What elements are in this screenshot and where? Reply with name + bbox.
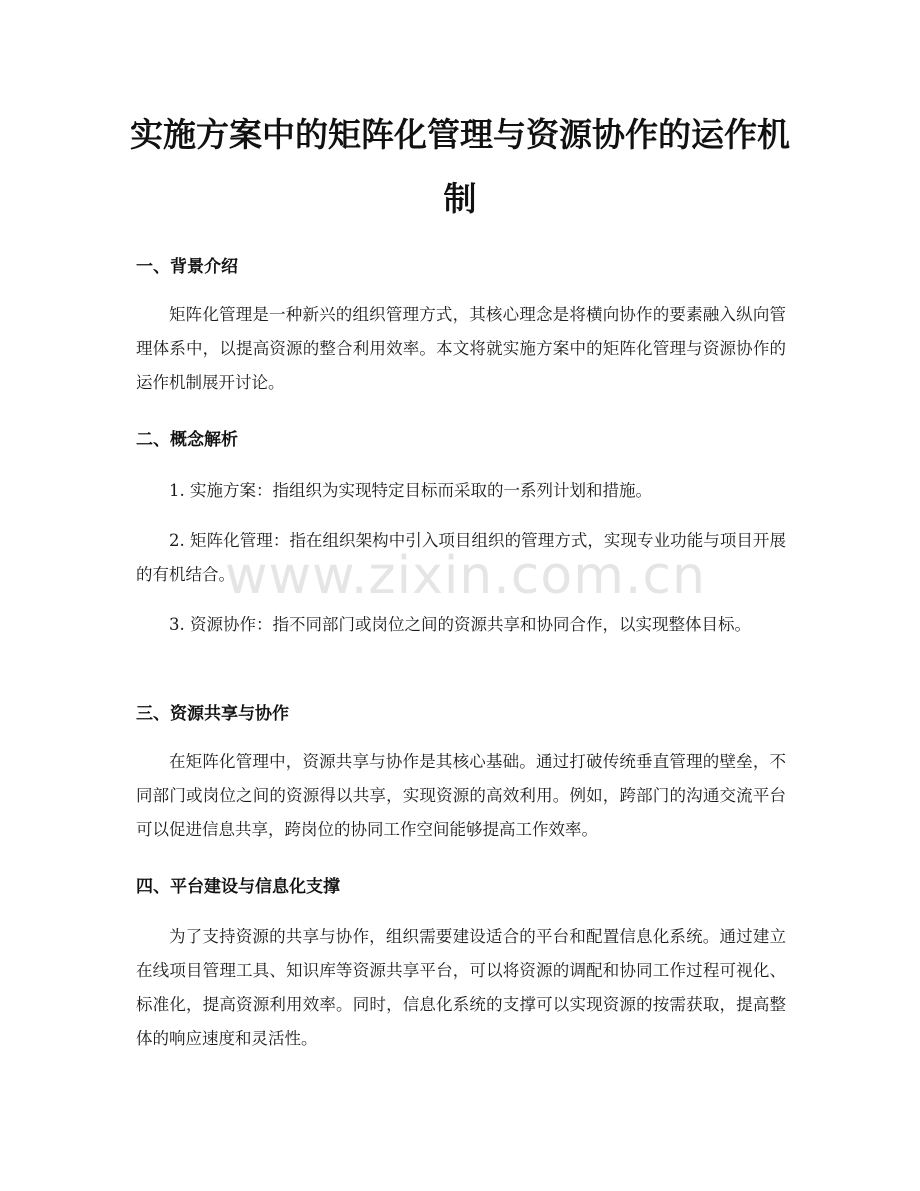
list-item-concept-3: 3. 资源协作：指不同部门或岗位之间的资源共享和协同合作，以实现整体目标。 xyxy=(169,615,751,634)
watermark: www.zixin.com.cn xyxy=(225,546,706,606)
paragraph-resource-sharing: 在矩阵化管理中，资源共享与协作是其核心基础。通过打破传统垂直管理的壁垒，不同部门或岗位之间的资源得以共享，实现资源的高效利用。例如，跨部门的沟通交流平台可以促进信息共享，跨岗位的协同工作空间能够提高工作效率。 xyxy=(136,752,786,839)
section-heading-platform: 四、平台建设与信息化支撑 xyxy=(136,877,340,897)
section-heading-concepts: 二、概念解析 xyxy=(136,430,238,450)
list-item-concept-2: 2. 矩阵化管理：指在组织架构中引入项目组织的管理方式，实现专业功能与项目开展的有机结合。 xyxy=(136,531,786,584)
document-title: 实施方案中的矩阵化管理与资源协作的运作机制 xyxy=(130,115,790,218)
paragraph-background: 矩阵化管理是一种新兴的组织管理方式，其核心理念是将横向协作的要素融入纵向管理体系中，以提高资源的整合利用效率。本文将就实施方案中的矩阵化管理与资源协作的运作机制展开讨论。 xyxy=(136,305,786,392)
section-heading-resource-sharing: 三、资源共享与协作 xyxy=(136,704,289,724)
list-item-concept-1: 1. 实施方案：指组织为实现特定目标而采取的一系列计划和措施。 xyxy=(169,481,652,500)
paragraph-platform: 为了支持资源的共享与协作，组织需要建设适合的平台和配置信息化系统。通过建立在线项目管理工具、知识库等资源共享平台，可以将资源的调配和协同工作过程可视化、标准化，提高资源利用效率。同时，信息化系统的支撑可以实现资源的按需获取，提高整体的响应速度和灵活性。 xyxy=(136,927,786,1048)
section-heading-background: 一、背景介绍 xyxy=(136,257,238,277)
